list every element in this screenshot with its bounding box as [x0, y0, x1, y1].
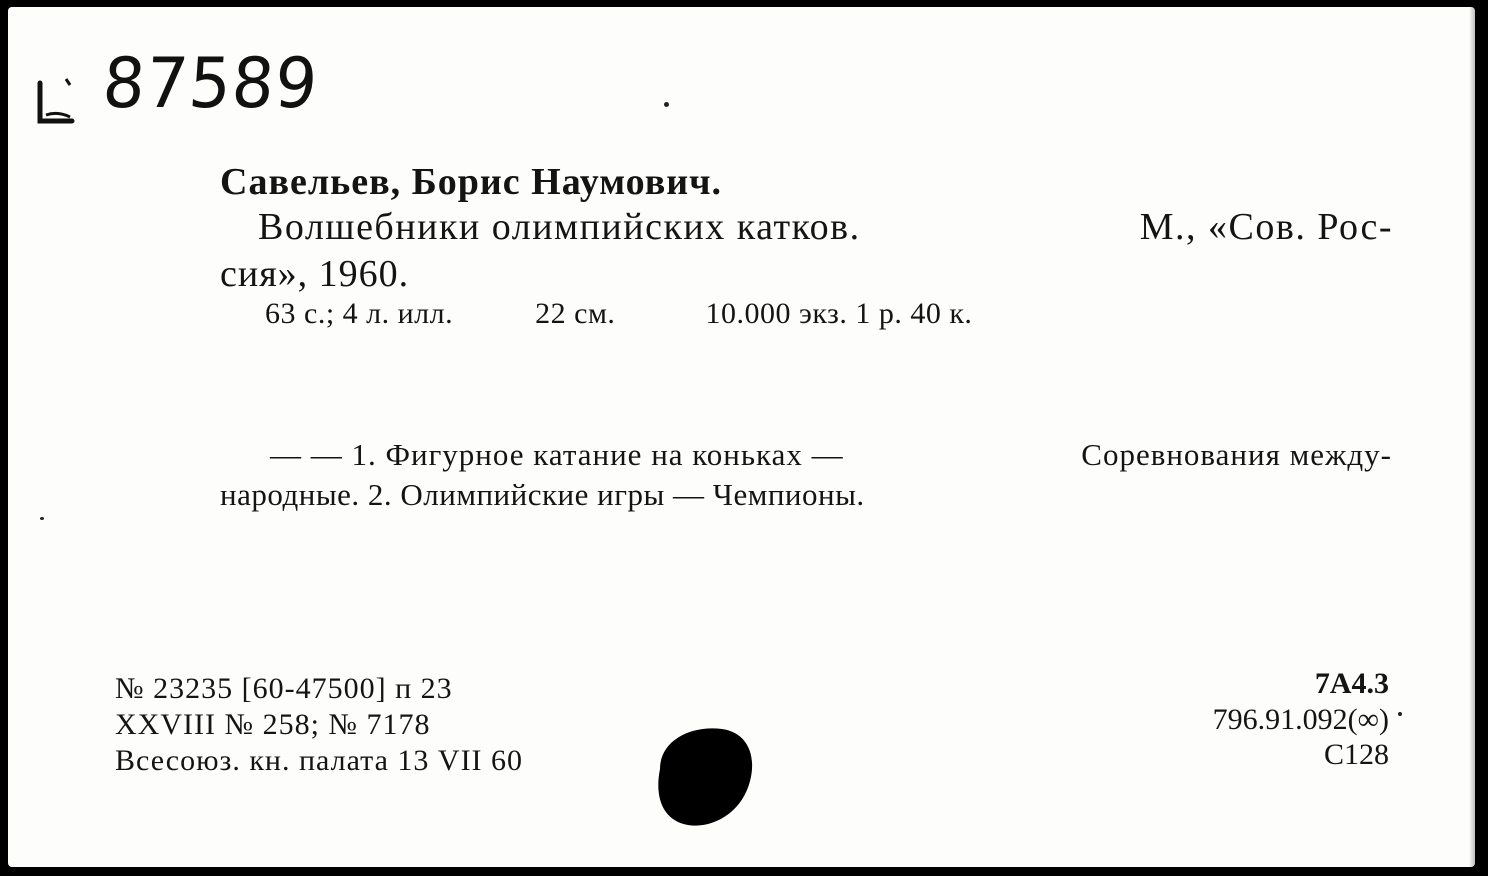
pages-info: 63 с.; 4 л. илл.: [265, 297, 454, 330]
subjects-line-2: народные. 2. Олимпийские игры — Чемпионы.: [220, 477, 865, 512]
print-run-price: 10.000 экз. 1 р. 40 к.: [705, 297, 973, 330]
physical-description: [265, 297, 972, 331]
udc-number: 796.91.092(∞): [1212, 703, 1389, 736]
dust-speck: [1398, 712, 1402, 716]
dust-speck: [664, 102, 669, 107]
subjects-line-1: [270, 437, 1392, 473]
punch-hole: [650, 721, 760, 831]
subject-1-start: — — 1. Фигурное катание на коньках —: [270, 437, 844, 472]
title-line-1: [258, 205, 1393, 249]
imprint-line-1: № 23235 [60-47500] п 23: [115, 672, 453, 705]
size-info: 22 см.: [535, 297, 616, 330]
inventory-number: 87589: [100, 43, 321, 124]
catalog-card: [8, 7, 1475, 867]
corner-bracket-mark: [32, 77, 78, 127]
classification-code: 7А4.3: [1314, 667, 1389, 700]
author-heading: Савельев, Борис Наумович.: [220, 161, 723, 203]
imprint-line-2: XXVIII № 258; № 7178: [115, 708, 431, 741]
imprint-line-3: Всесоюз. кн. палата 13 VII 60: [115, 744, 524, 777]
publisher-start: М., «Сов. Рос-: [1139, 206, 1393, 248]
book-title: Волшебники олимпийских катков.: [258, 206, 861, 248]
subject-1-end: Соревнования между-: [1081, 437, 1392, 472]
author-mark: С128: [1323, 738, 1389, 771]
dust-speck: [40, 517, 44, 520]
card-edge-shadow: [1469, 7, 1475, 867]
title-line-2: сия», 1960.: [220, 253, 410, 295]
